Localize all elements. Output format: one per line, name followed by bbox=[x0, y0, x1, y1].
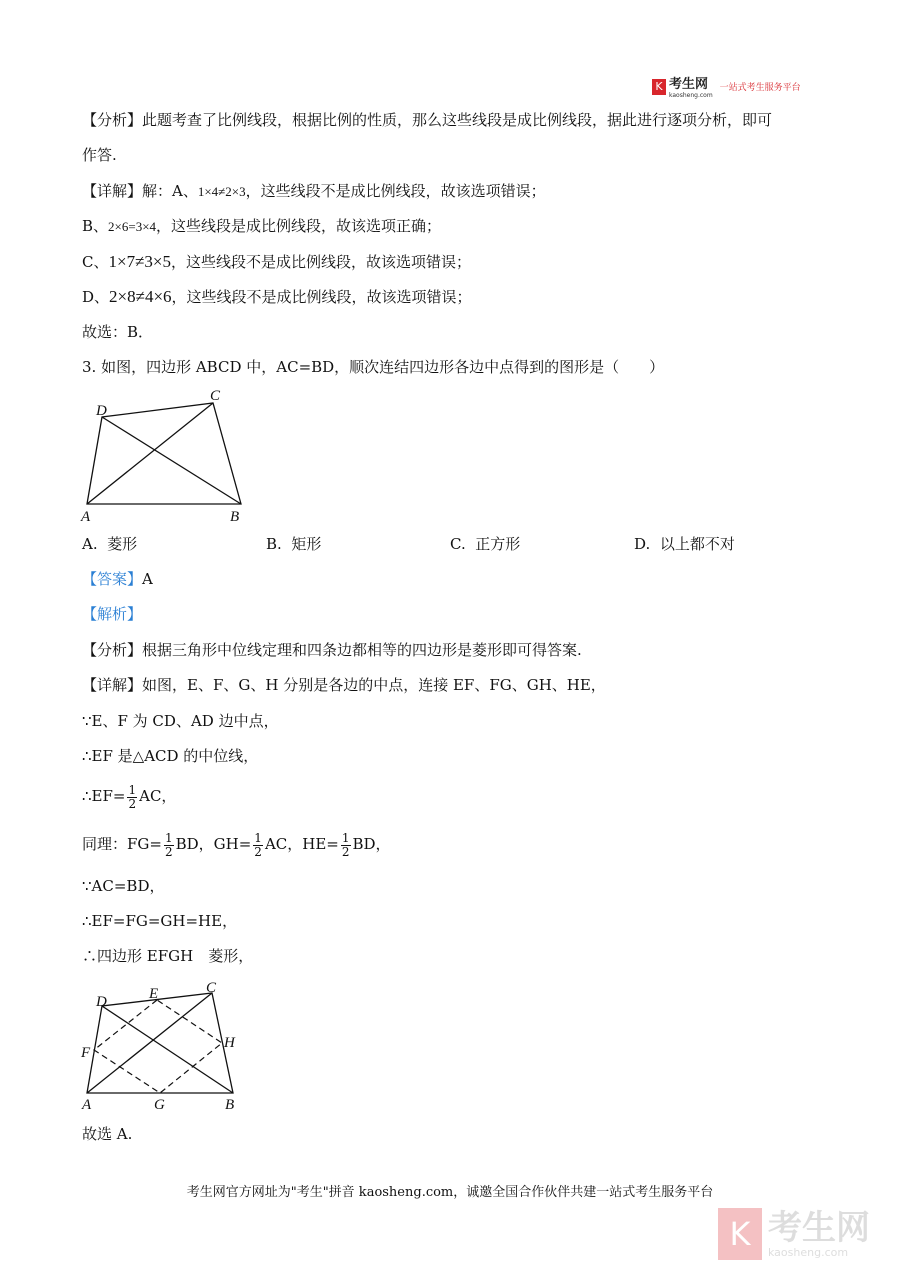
option-c bbox=[450, 534, 520, 554]
option-text: 正方形 bbox=[475, 535, 521, 553]
label-h: H bbox=[224, 1035, 235, 1051]
option-d bbox=[634, 534, 735, 554]
step4-mid2: AC，HE= bbox=[264, 835, 339, 853]
step3-prefix: ∴EF= bbox=[82, 787, 126, 805]
fraction-half bbox=[341, 832, 351, 859]
header-logo bbox=[652, 74, 801, 99]
figure-quadrilateral bbox=[76, 382, 256, 524]
detail-prefix: 【详解】解：A、 bbox=[82, 182, 198, 200]
frac-num: 1 bbox=[128, 782, 137, 797]
label-f: F bbox=[81, 1045, 91, 1061]
jiexi-label: 【解析】 bbox=[82, 605, 143, 623]
step-4 bbox=[82, 830, 391, 859]
label-b: B bbox=[230, 509, 240, 524]
option-a bbox=[82, 534, 137, 554]
detail-option-c bbox=[82, 252, 471, 272]
logo-name: 考生网 bbox=[669, 77, 709, 92]
diagonal-bd bbox=[102, 1006, 233, 1093]
label-c: C bbox=[210, 388, 221, 404]
label-e: E bbox=[149, 986, 159, 1002]
watermark-logo bbox=[718, 1208, 870, 1260]
label-d: D bbox=[96, 994, 107, 1010]
question3-conclusion: 故选 A. bbox=[82, 1125, 133, 1143]
header-slogan: 一站式考生服务平台 bbox=[719, 83, 801, 93]
step-5: ∵AC=BD， bbox=[82, 877, 165, 895]
step4-mid1: BD，GH= bbox=[175, 835, 252, 853]
detail-a-tail: ，这些线段不是成比例线段，故该选项错误； bbox=[245, 182, 546, 200]
frac-den: 2 bbox=[341, 844, 350, 859]
step-2: ∴EF 是△ACD 的中位线， bbox=[82, 747, 259, 765]
answer-label: 【答案】 bbox=[82, 570, 143, 588]
frac-num: 1 bbox=[341, 830, 350, 845]
analysis2-line1: 【分析】此题考查了比例线段，根据比例的性质，那么这些线段是成比例线段，据此进行逐项分析，即可 bbox=[82, 111, 773, 129]
label-a: A bbox=[81, 509, 91, 524]
math-c: 1×7≠3×5 bbox=[108, 252, 171, 271]
logo-mark-icon: K bbox=[652, 79, 666, 95]
d-tail: ，这些线段不是成比例线段，故该选项错误； bbox=[171, 288, 472, 306]
step4-suffix: BD， bbox=[352, 835, 391, 853]
frac-den: 2 bbox=[254, 844, 262, 859]
label-b: B bbox=[225, 1097, 235, 1113]
question3-analysis: 【分析】根据三角形中位线定理和四条边都相等的四边形是菱形即可得答案. bbox=[82, 641, 582, 659]
math-d: 2×8≠4×6 bbox=[109, 287, 172, 306]
frac-den: 2 bbox=[164, 844, 173, 859]
frac-den: 2 bbox=[128, 796, 137, 811]
footer-text: 考生网官方网址为"考生"拼音 kaosheng.com，诚邀全国合作伙伴共建一站式考生服务平台 bbox=[186, 1185, 714, 1200]
c-prefix: C、 bbox=[82, 253, 109, 271]
analysis2-line2: 作答. bbox=[82, 146, 117, 164]
detail-option-d bbox=[82, 287, 472, 307]
step-3 bbox=[82, 782, 176, 811]
frac-num: 1 bbox=[254, 830, 262, 845]
step3-suffix: AC， bbox=[139, 787, 177, 805]
figure-midpoint-rhombus bbox=[76, 976, 256, 1118]
option-key: B. bbox=[266, 535, 282, 553]
math-a: 1×4≠2×3 bbox=[197, 184, 246, 199]
question3-stem: 3. 如图，四边形 ABCD 中，AC=BD，顺次连结四边形各边中点得到的图形是（ ） bbox=[82, 358, 665, 376]
option-text: 以上都不对 bbox=[659, 535, 735, 553]
option-text: 矩形 bbox=[291, 535, 322, 553]
watermark-name: 考生网 bbox=[768, 1207, 870, 1248]
math-b: 2×6=3×4 bbox=[108, 219, 157, 234]
option-text: 菱形 bbox=[107, 535, 138, 553]
fraction-half bbox=[127, 784, 137, 811]
label-a: A bbox=[82, 1097, 92, 1113]
b-prefix: B、 bbox=[82, 217, 109, 235]
answer-line bbox=[82, 569, 153, 589]
option-key: D. bbox=[634, 535, 651, 553]
step4-prefix: 同理：FG= bbox=[82, 835, 162, 853]
label-d: D bbox=[96, 403, 107, 419]
answer-value: A bbox=[142, 570, 153, 588]
label-c: C bbox=[206, 980, 217, 996]
step-6: ∴EF=FG=GH=HE， bbox=[82, 912, 238, 930]
fraction-half bbox=[164, 832, 174, 859]
b-tail: ，这些线段是成比例线段，故该选项正确； bbox=[156, 217, 442, 235]
analysis2-conclusion: 故选：B． bbox=[82, 323, 154, 341]
label-g: G bbox=[154, 1097, 165, 1113]
d-prefix: D、 bbox=[82, 288, 110, 306]
option-b bbox=[266, 534, 321, 554]
detail-option-a bbox=[82, 181, 546, 202]
step-7: ∴四边形 EFGH 菱形， bbox=[82, 947, 254, 965]
frac-num: 1 bbox=[164, 830, 173, 845]
logo-domain: kaosheng.com bbox=[669, 92, 713, 99]
step-1: ∵E、F 为 CD、AD 边中点， bbox=[82, 712, 279, 730]
watermark-domain: kaosheng.com bbox=[768, 1245, 849, 1259]
c-tail: ，这些线段不是成比例线段，故该选项错误； bbox=[171, 253, 472, 271]
question3-detail: 【详解】如图，E、F、G、H 分别是各边的中点，连接 EF、FG、GH、HE， bbox=[82, 676, 606, 694]
option-key: A. bbox=[82, 535, 98, 553]
option-key: C. bbox=[450, 535, 466, 553]
fraction-half bbox=[253, 832, 263, 859]
detail-option-b bbox=[82, 216, 441, 237]
watermark-mark-icon: K bbox=[718, 1208, 762, 1260]
